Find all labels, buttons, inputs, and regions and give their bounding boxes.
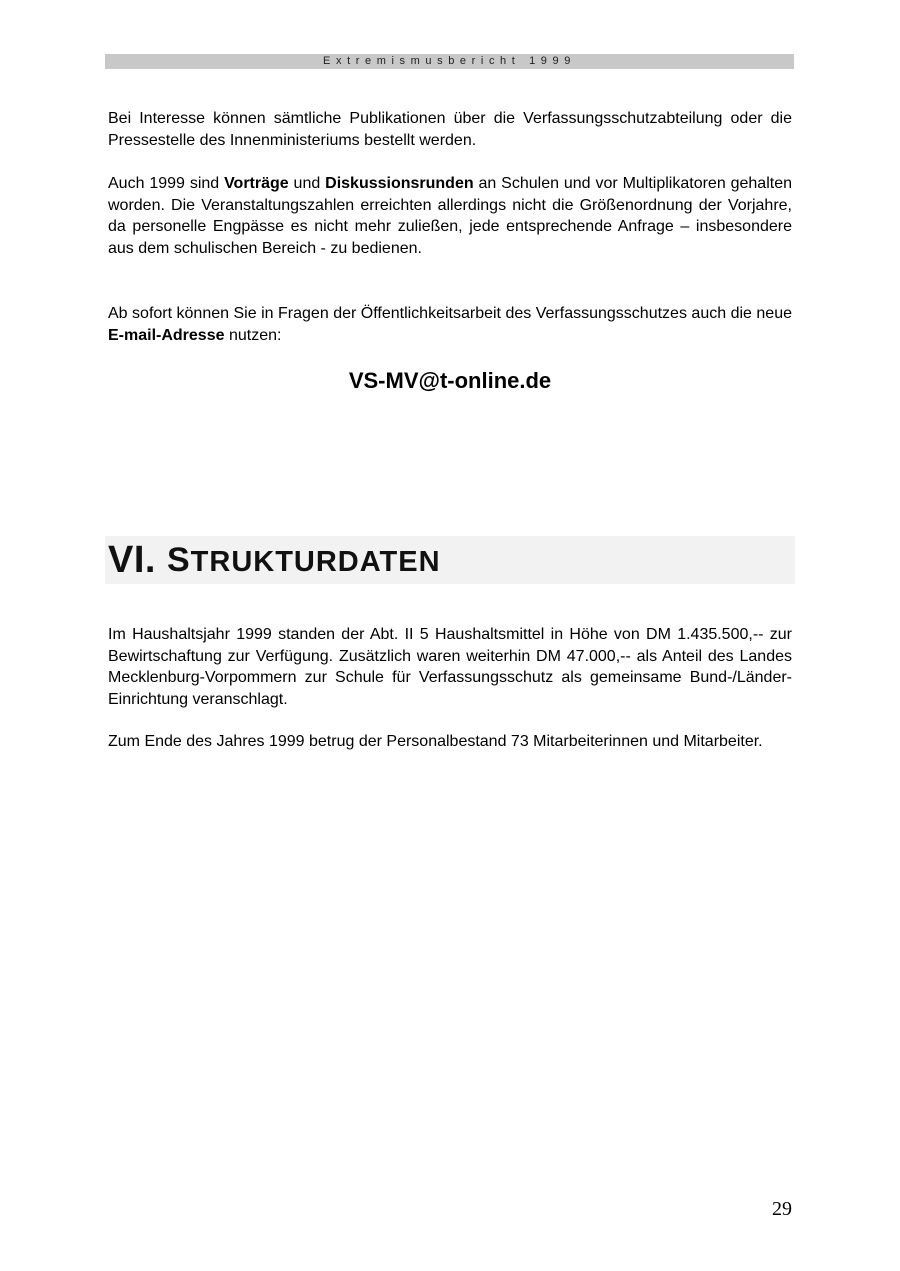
section-number: VI. (108, 538, 156, 581)
section-title-initial: S (166, 540, 191, 579)
paragraph-staff: Zum Ende des Jahres 1999 betrug der Personalbestand 73 Mitarbeiterinnen und Mitarbeiter. (108, 733, 763, 750)
paragraph-lectures-mid: und (288, 175, 326, 192)
paragraph-lectures (108, 173, 792, 259)
running-header (105, 54, 794, 69)
paragraph-email-intro-pre: Ab sofort können Sie in Fragen der Öffentlichkeitsarbeit des Verfassungsschutzes auch die neue (108, 305, 792, 322)
paragraph-lectures-pre: Auch 1999 sind (108, 175, 225, 192)
email-address: VS-MV@t-online.de (348, 368, 552, 393)
section-title-rest: TRUKTURDATEN (190, 545, 441, 578)
bold-vortraege: Vorträge (224, 175, 289, 192)
bold-email-adresse: E-mail-Adresse (108, 326, 225, 344)
running-header-title: Extremismusbericht 1999 (323, 55, 576, 67)
paragraph-budget: Im Haushaltsjahr 1999 standen der Abt. II 5 Haushaltsmittel in Höhe von DM 1.435.500,-- zur Bewirtschaftung zur Verfügung. Zusätzlich waren weiterhin DM 47.000,-- als Anteil des Landes Mecklenburg-Vorpommern zur Schule für Verfassungsschutz als gemeinsame Bund-/Länder-Einrichtung veranschlagt. (108, 626, 792, 708)
section-title (167, 541, 441, 580)
bold-diskussionsrunden: Diskussionsrunden (325, 175, 474, 192)
paragraph-publications: Bei Interesse können sämtliche Publikationen über die Verfassungsschutzabteilung oder die Pressestelle des Innenministeriums bestellt werden. (108, 110, 792, 149)
page-number: 29 (772, 1198, 792, 1220)
paragraph-email-intro (108, 303, 792, 346)
paragraph-email-intro-post: nutzen: (224, 326, 282, 344)
paragraph-lectures-post: an Schulen und vor Multiplikatoren gehalten worden. Die Veranstaltungszahlen erreichten allerdings nicht die Größenordnung der Vorjahre, da personelle Engpässe es nicht mehr zuließen, jede entsprechende Anfrage – insbesondere aus dem schulischen Bereich - zu bedienen. (108, 175, 792, 257)
section-heading (105, 536, 795, 584)
